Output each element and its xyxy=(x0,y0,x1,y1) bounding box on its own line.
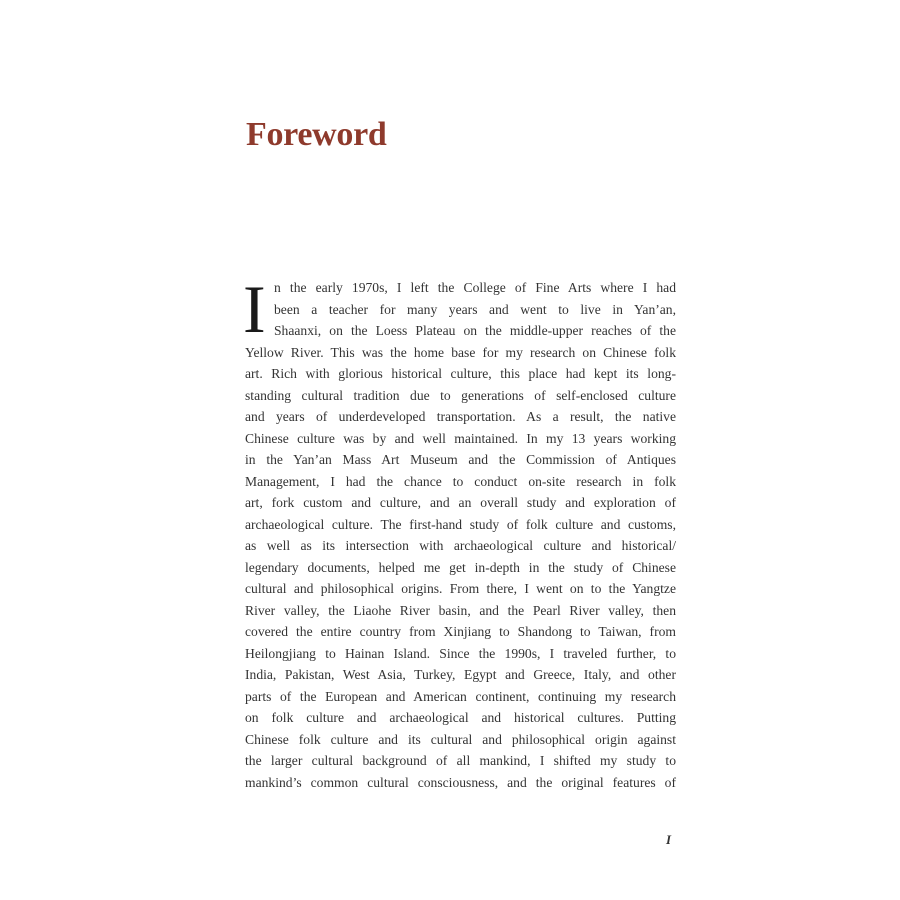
text-line: Management, I had the chance to conduct on-site research in folk xyxy=(245,473,676,489)
text-line: parts of the European and American continent, continuing my research xyxy=(245,688,676,704)
text-line: as well as its intersection with archaeological culture and historical/ xyxy=(245,538,676,553)
text-line: River valley, the Liaohe River basin, and the Pearl River valley, then xyxy=(245,602,676,618)
text-line: Heilongjiang to Hainan Island. Since the 1990s, I traveled further, to xyxy=(245,645,676,661)
page-number: I xyxy=(666,832,672,847)
text-line: mankind’s common cultural consciousness, and the original features of xyxy=(245,774,676,790)
text-line: Chinese folk culture and its cultural and philosophical origin against xyxy=(245,731,676,747)
page-title: Foreword xyxy=(246,116,387,153)
text-line: India, Pakistan, West Asia, Turkey, Egypt and Greece, Italy, and other xyxy=(245,667,676,682)
text-line: legendary documents, helped me get in-depth in the study of Chinese xyxy=(245,559,676,575)
text-line: Chinese culture was by and well maintained. In my 13 years working xyxy=(245,430,676,446)
text-line: art, fork custom and culture, and an overall study and exploration of xyxy=(245,495,676,510)
text-line: standing cultural tradition due to generations of self-enclosed culture xyxy=(245,387,676,403)
text-line: the larger cultural background of all mankind, I shifted my study to xyxy=(245,753,676,768)
text-line: been a teacher for many years and went to live in Yan’an, xyxy=(274,301,676,317)
text-line: covered the entire country from Xinjiang to Shandong to Taiwan, from xyxy=(245,624,676,639)
text-line: n the early 1970s, I left the College of Fine Arts where I had xyxy=(274,280,676,295)
text-line: and years of underdeveloped transportation. As a result, the native xyxy=(245,409,676,424)
drop-cap: I xyxy=(243,271,266,347)
foreword-body xyxy=(243,271,676,793)
text-line: Shaanxi, on the Loess Plateau on the middle-upper reaches of the xyxy=(274,323,676,338)
text-line: archaeological culture. The first-hand study of folk culture and customs, xyxy=(245,516,676,532)
text-line: art. Rich with glorious historical culture, this place had kept its long- xyxy=(245,366,676,381)
text-line: Yellow River. This was the home base for my research on Chinese folk xyxy=(245,344,676,360)
text-line: cultural and philosophical origins. From there, I went on to the Yangtze xyxy=(245,581,676,596)
text-line: in the Yan’an Mass Art Museum and the Commission of Antiques xyxy=(245,452,676,467)
text-line: on folk culture and archaeological and historical cultures. Putting xyxy=(245,710,676,725)
